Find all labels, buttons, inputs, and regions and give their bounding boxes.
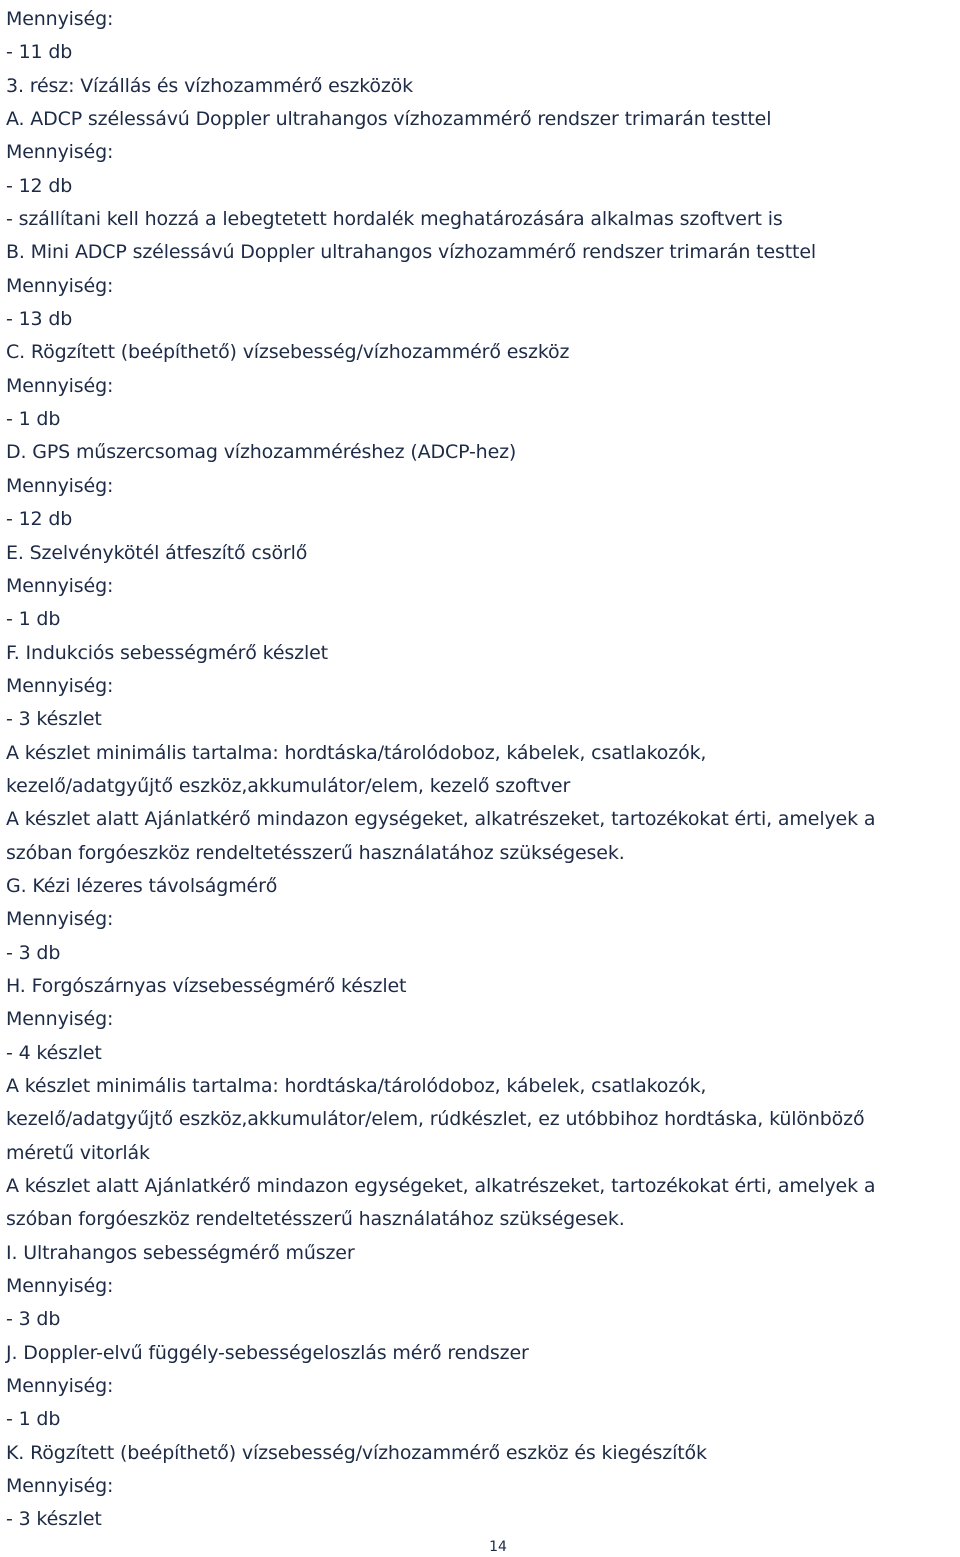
text-line: méretű vitorlák bbox=[6, 1141, 150, 1164]
text-line: G. Kézi lézeres távolságmérő bbox=[6, 874, 278, 897]
text-line: I. Ultrahangos sebességmérő műszer bbox=[6, 1241, 355, 1264]
text-line: - 4 készlet bbox=[6, 1041, 102, 1064]
text-line: H. Forgószárnyas vízsebességmérő készlet bbox=[6, 974, 407, 997]
text-line: - 3 készlet bbox=[6, 708, 102, 731]
text-line: kezelő/adatgyűjtő eszköz,akkumulátor/elem, rúdkészlet, ez utóbbihoz hordtáska, különböző bbox=[6, 1108, 865, 1131]
text-line: Mennyiség: bbox=[6, 674, 114, 697]
text-line: 3. rész: Vízállás és vízhozammérő eszközök bbox=[6, 74, 413, 97]
text-line: Mennyiség: bbox=[6, 574, 114, 597]
text-line: Mennyiség: bbox=[6, 1475, 114, 1498]
text-line: Mennyiség: bbox=[6, 141, 114, 164]
text-line: - 1 db bbox=[6, 408, 61, 431]
text-line: Mennyiség: bbox=[6, 1008, 114, 1031]
text-line: - 12 db bbox=[6, 508, 73, 531]
text-line: - 1 db bbox=[6, 608, 61, 631]
text-line: - szállítani kell hozzá a lebegtetett hordalék meghatározására alkalmas szoftvert is bbox=[6, 208, 783, 231]
text-line: Mennyiség: bbox=[6, 908, 114, 931]
text-line: C. Rögzített (beépíthető) vízsebesség/vízhozammérő eszköz bbox=[6, 341, 570, 364]
text-line: Mennyiség: bbox=[6, 374, 114, 397]
text-line: A készlet minimális tartalma: hordtáska/tárolódoboz, kábelek, csatlakozók, bbox=[6, 741, 707, 764]
text-line: F. Indukciós sebességmérő készlet bbox=[6, 641, 328, 664]
text-line: Mennyiség: bbox=[6, 1275, 114, 1298]
text-line: D. GPS műszercsomag vízhozamméréshez (ADCP-hez) bbox=[6, 441, 517, 464]
text-line: Mennyiség: bbox=[6, 274, 114, 297]
text-line: E. Szelvénykötél átfeszítő csörlő bbox=[6, 541, 308, 564]
text-line: A készlet alatt Ajánlatkérő mindazon egységeket, alkatrészeket, tartozékokat érti, amelyek a bbox=[6, 1175, 876, 1198]
document-body bbox=[6, 3, 956, 1537]
text-line: K. Rögzített (beépíthető) vízsebesség/vízhozammérő eszköz és kiegészítők bbox=[6, 1441, 707, 1464]
text-line: - 12 db bbox=[6, 174, 73, 197]
text-line: - 3 készlet bbox=[6, 1508, 102, 1531]
text-line: - 11 db bbox=[6, 41, 73, 64]
text-line: Mennyiség: bbox=[6, 1375, 114, 1398]
text-line: kezelő/adatgyűjtő eszköz,akkumulátor/elem, kezelő szoftver bbox=[6, 774, 571, 797]
text-line: - 13 db bbox=[6, 308, 73, 331]
text-line: B. Mini ADCP szélessávú Doppler ultrahangos vízhozammérő rendszer trimarán testtel bbox=[6, 241, 816, 264]
page-number: 14 bbox=[489, 1539, 507, 1555]
text-line: szóban forgóeszköz rendeltetésszerű használatához szükségesek. bbox=[6, 841, 625, 864]
text-line: szóban forgóeszköz rendeltetésszerű használatához szükségesek. bbox=[6, 1208, 625, 1231]
text-line: A. ADCP szélessávú Doppler ultrahangos vízhozammérő rendszer trimarán testtel bbox=[6, 108, 772, 131]
text-line: - 3 db bbox=[6, 941, 61, 964]
text-line: A készlet minimális tartalma: hordtáska/tárolódoboz, kábelek, csatlakozók, bbox=[6, 1075, 707, 1097]
text-line: J. Doppler-elvű függély-sebességeloszlás mérő rendszer bbox=[6, 1341, 529, 1364]
text-line: - 3 db bbox=[6, 1308, 61, 1331]
text-line: A készlet alatt Ajánlatkérő mindazon egységeket, alkatrészeket, tartozékokat érti, amelyek a bbox=[6, 808, 876, 831]
text-line: - 1 db bbox=[6, 1408, 61, 1431]
text-line: Mennyiség: bbox=[6, 474, 114, 497]
text-line: Mennyiség: bbox=[6, 8, 114, 30]
